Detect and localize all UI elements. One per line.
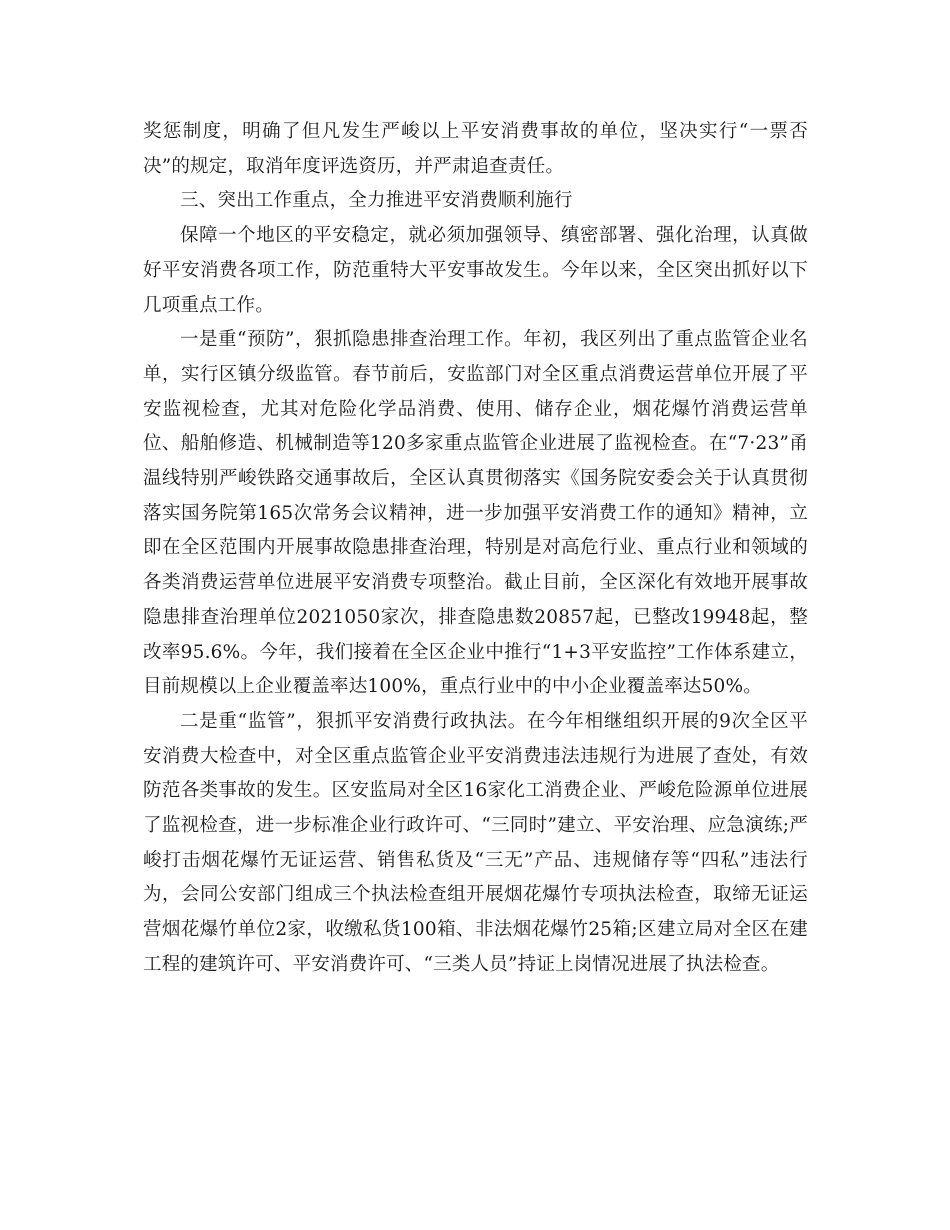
paragraph-supervision: 二是重“监管”，狠抓平安消费行政执法。在今年相继组织开展的9次全区平安消费大检查中，对全区重点监管企业平安消费违法违规行为进展了查处，有效防范各类事故的发生。区安监局对全区16家化工消费企业、严峻危险源单位进展了监视检查，进一步标准企业行政许可、“三同时”建立、平安治理、应急演练;严峻打击烟花爆竹无证运营、销售私货及“三无”产品、违规储存等“四私”违法行为，会同公安部门组成三个执法检查组开展烟花爆竹专项执法检查，取缔无证运营烟花爆竹单位2家，收缴私货100箱、非法烟花爆竹25箱;区建立局对全区在建工程的建筑许可、平安消费许可、“三类人员”持证上岗情况进展了执法检查。 [143,710,808,975]
document-body [143,115,808,983]
section-heading-three: 三、突出工作重点，全力推进平安消费顺利施行 [180,190,573,212]
paragraph-safety-stability: 保障一个地区的平安稳定，就必须加强领导、缜密部署、强化治理，认真做好平安消费各项工作，防范重特大平安事故发生。今年以来，全区突出抓好以下几项重点工作。 [143,225,808,316]
paragraph-prevention: 一是重“预防”，狠抓隐患排查治理工作。年初，我区列出了重点监管企业名单，实行区镇分级监管。春节前后，安监部门对全区重点消费运营单位开展了平安监视检查，尤其对危险化学品消费、使用、储存企业，烟花爆竹消费运营单位、船舶修造、机械制造等120多家重点监管企业进展了监视检查。在“7·23”甬温线特别严峻铁路交通事故后，全区认真贯彻落实《国务院安委会关于认真贯彻落实国务院第165次常务会议精神，进一步加强平安消费工作的通知》精神，立即在全区范围内开展事故隐患排查治理，特别是对高危行业、重点行业和领域的各类消费运营单位进展平安消费专项整治。截止目前，全区深化有效地开展事故隐患排查治理单位2021050家次，排查隐患数20857起，已整改19948起，整改率95.6%。今年，我们接着在全区企业中推行“1+3平安监控”工作体系建立，目前规模以上企业覆盖率达100%，重点行业中的中小企业覆盖率达50%。 [143,329,808,698]
paragraph-reward-punishment: 奖惩制度，明确了但凡发生严峻以上平安消费事故的单位，坚决实行“一票否决”的规定，取消年度评选资历，并严肃追查责任。 [143,121,808,177]
